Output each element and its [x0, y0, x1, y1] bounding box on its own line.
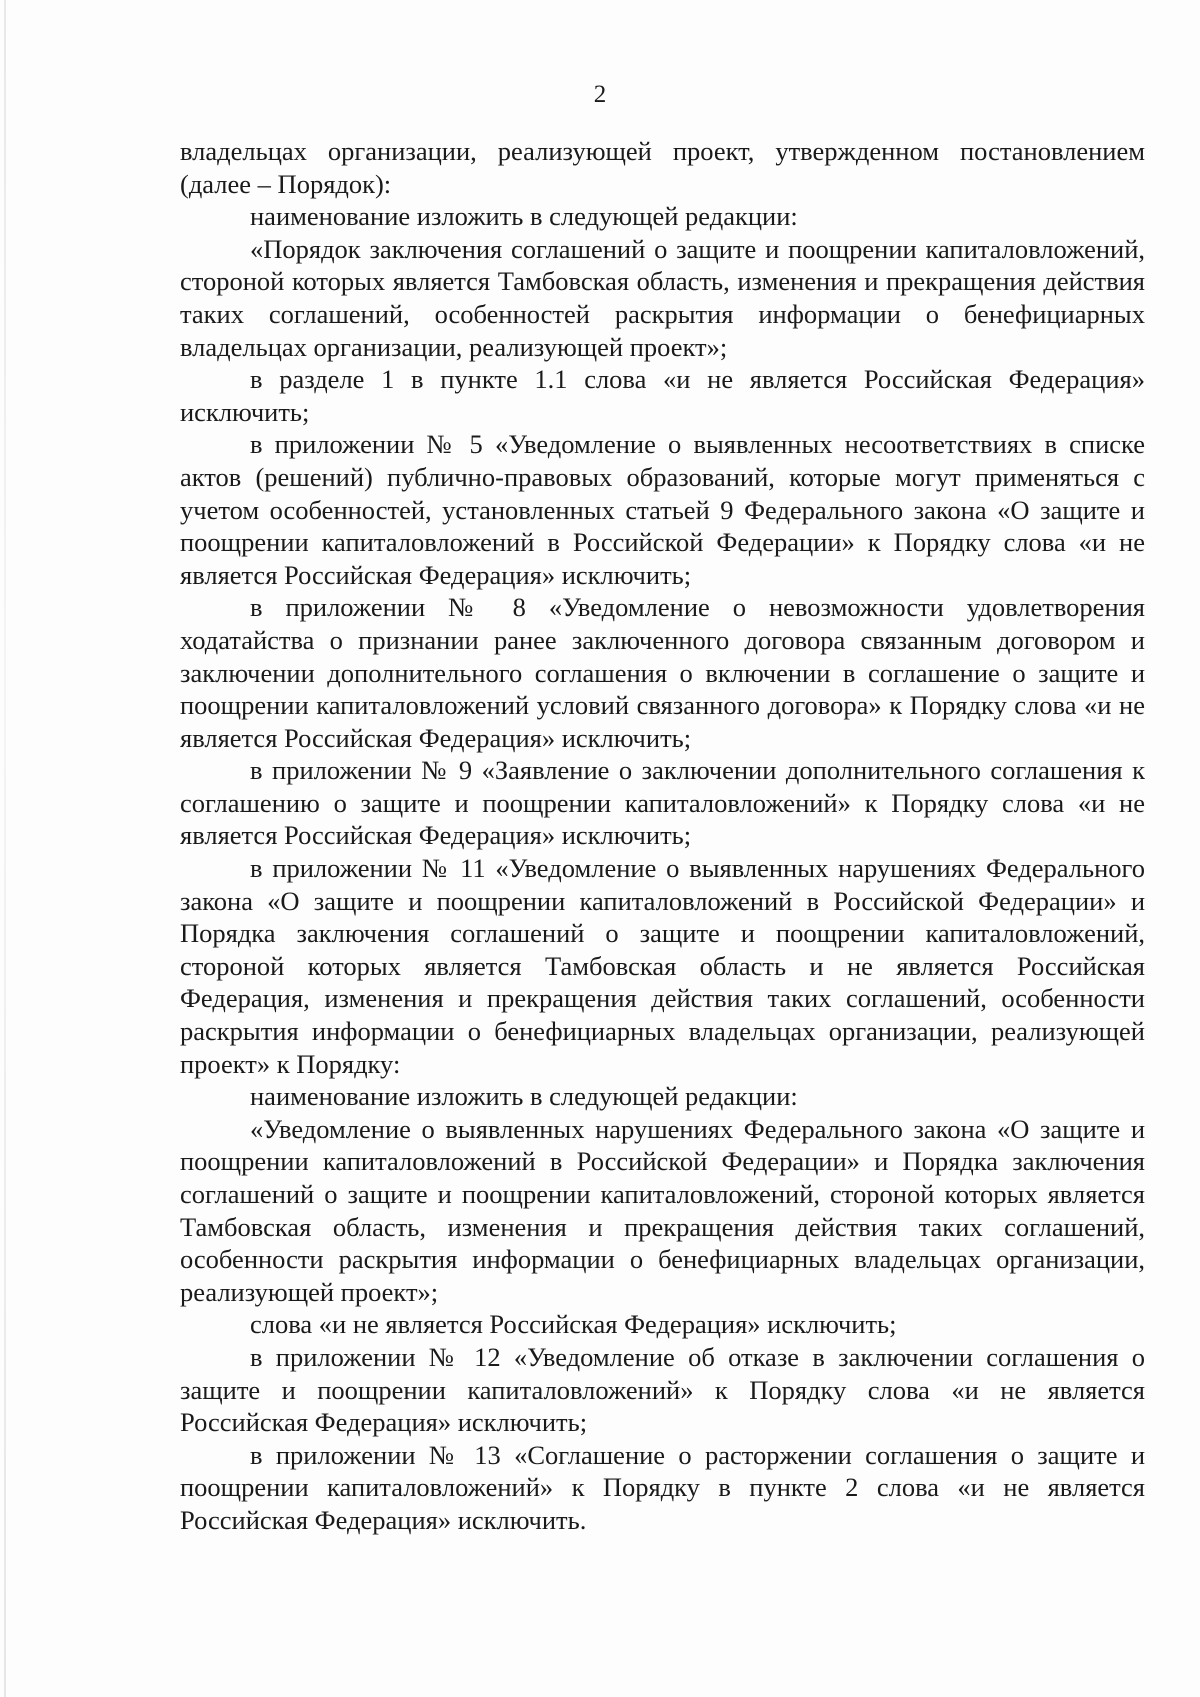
paragraph: слова «и не является Российская Федерация» исключить;: [250, 1309, 897, 1340]
page-number: 2: [593, 81, 607, 108]
document-body: [180, 135, 1145, 1537]
paragraph-appendix-13: в приложении № 13 «Соглашение о расторжении соглашения о защите и поощрении капиталовложений» к Порядку в пункте 2 слова «и не является Российская Федерация» исключить.: [180, 1439, 1145, 1535]
paragraph-continuation: владельцах организации, реализующей проект, утвержденном постановлением (далее – Порядок):: [180, 136, 1145, 199]
paragraph: в разделе 1 в пункте 1.1 слова «и не является Российская Федерация» исключить;: [180, 364, 1145, 427]
paragraph: наименование изложить в следующей редакции:: [250, 201, 798, 232]
paragraph-appendix-12: в приложении № 12 «Уведомление об отказе в заключении соглашения о защите и поощрении капиталовложений» к Порядку слова «и не является Российская Федерация» исключить;: [180, 1341, 1145, 1438]
paragraph: наименование изложить в следующей редакции:: [250, 1081, 798, 1112]
paragraph-appendix-5: в приложении № 5 «Уведомление о выявленных несоответствиях в списке актов (решений) публично-правовых образований, которые могут применяться с учетом особенностей, установленных статьей 9 Федерального закона «О защите и поощрении капиталовложений в Российской Федерации» к Порядку слова «и не является Российская Федерация» исключить;: [180, 429, 1145, 590]
paragraph-appendix-8: в приложении № 8 «Уведомление о невозможности удовлетворения ходатайства о признании ранее заключенного договора связанным договором и заключении дополнительного соглашения о включении в соглашение о защите и поощрении капиталовложений условий связанного договора» к Порядку слова «и не является Российская Федерация» исключить;: [180, 592, 1145, 753]
paragraph-quoted-title: «Уведомление о выявленных нарушениях Федерального закона «О защите и поощрении капиталовложений в Российской Федерации» и Порядка заключения соглашений о защите и поощрении капиталовложений, стороной которых является Тамбовская область, изменения и прекращения действия таких соглашений, особенности раскрытия информации о бенефициарных владельцах организации, реализующей проект»;: [180, 1113, 1145, 1307]
scan-edge: [4, 0, 6, 1697]
paragraph-appendix-11: в приложении № 11 «Уведомление о выявленных нарушениях Федерального закона «О защите и поощрении капиталовложений в Российской Федерации» и Порядка заключения соглашений о защите и поощрении капиталовложений, стороной которых является Тамбовская область и не является Российская Федерация, изменения и прекращения действия таких соглашений, особенности раскрытия информации о бенефициарных владельцах организации, реализующей проект» к Порядку:: [180, 853, 1145, 1079]
paragraph-appendix-9: в приложении № 9 «Заявление о заключении дополнительного соглашения к соглашению о защите и поощрении капиталовложений» к Порядку слова «и не является Российская Федерация» исключить;: [180, 755, 1145, 851]
paragraph-quoted-title: «Порядок заключения соглашений о защите и поощрении капиталовложений, стороной которых является Тамбовская область, изменения и прекращения действия таких соглашений, особенностей раскрытия информации о бенефициарных владельцах организации, реализующей проект»;: [180, 233, 1145, 362]
